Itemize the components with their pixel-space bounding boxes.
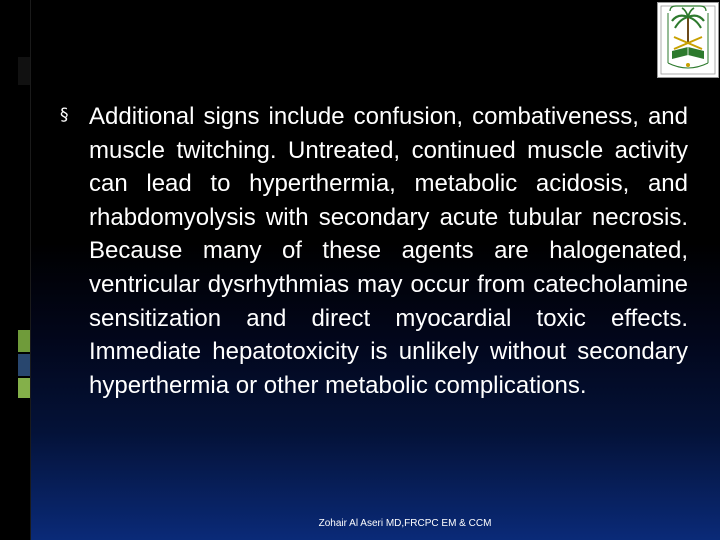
square-bullet-icon: §: [60, 105, 69, 125]
bullet-item: [60, 100, 688, 402]
king-saud-university-logo-icon: [657, 2, 719, 78]
slide-footer: Zohair Al Aseri MD,FRCPC EM & CCM: [318, 518, 492, 529]
accent-block-black: [18, 57, 30, 85]
accent-block-green-top: [18, 330, 30, 352]
bullet-text: Additional signs include confusion, combativeness, and muscle twitching. Untreated, continued muscle activity can lead to hyperthermia, metabolic acidosis, and rhabdomyolysis with secondary acute tubular necrosis. Because many of these agents are halogenated, ventricular dysrhythmias may occur from catecholamine sensitization and direct myocardial toxic effects. Immediate hepatotoxicity is unlikely without secondary hyperthermia or other metabolic complications.: [89, 103, 688, 399]
accent-block-green-bottom: [18, 378, 30, 398]
sidebar-divider: [30, 0, 31, 540]
accent-block-blue: [18, 354, 30, 376]
